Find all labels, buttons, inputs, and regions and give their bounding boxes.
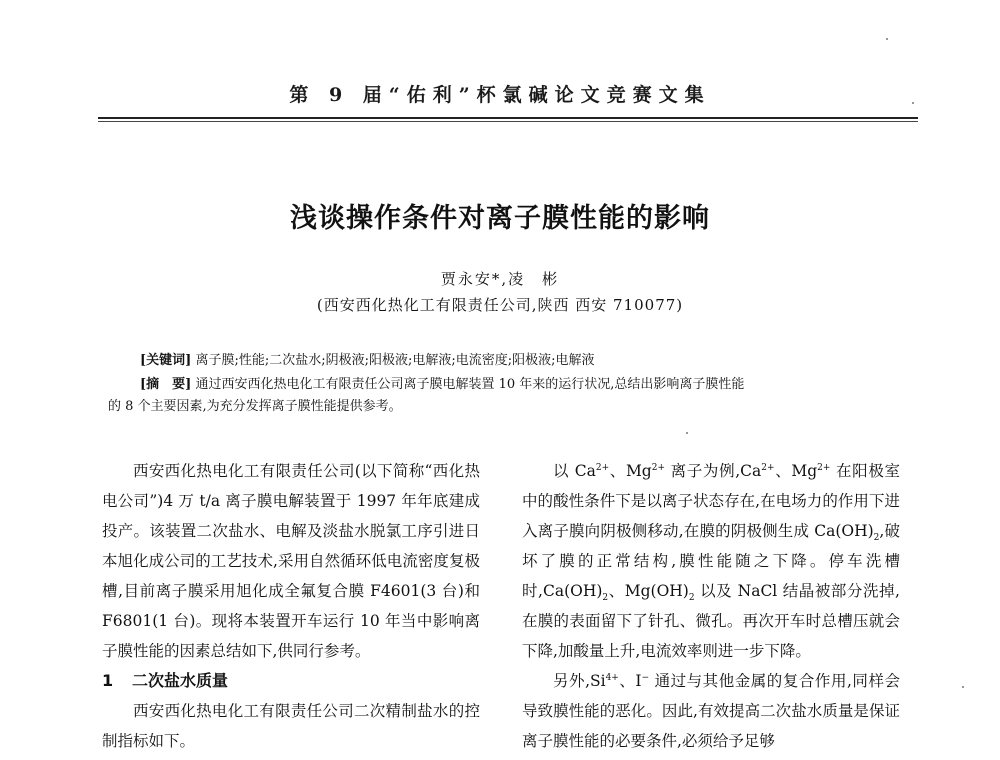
right-column (522, 456, 900, 756)
header-rule (98, 117, 918, 119)
section-1-heading (102, 666, 480, 696)
header-rule-thin (98, 121, 918, 122)
abstract-block (108, 374, 882, 418)
section-1-title: 二次盐水质量 (132, 671, 229, 690)
article-authors: 贾永安*,凌 彬 (440, 270, 560, 288)
scan-speck (962, 686, 964, 688)
intro-paragraph: 西安西化热电化工有限责任公司(以下简称“西化热电公司”)4 万 t/a 离子膜电解装置于 1997 年年底建成投产。该装置二次盐水、电解及淡盐水脱氯工序引进日本旭化成公司的工艺技术,采用自然循环低电流密度复极槽,目前离子膜采用旭化成全氟复合膜 F4601(3 台)和 F6801(1 台)。现将本装置开车运行 10 年当中影响离子膜性能的因素总结如下,供同行参考。 (102, 462, 480, 660)
article-affiliation: (西安西化热化工有限责任公司,陕西 西安 710077) (316, 296, 684, 314)
scan-speck (886, 38, 888, 40)
keywords-label: [关键词] (140, 353, 192, 368)
section-1-number: 1 (102, 671, 114, 690)
scan-speck (912, 102, 914, 104)
article-title: 浅谈操作条件对离子膜性能的影响 (290, 203, 710, 234)
scan-speck (686, 432, 688, 434)
left-column (102, 456, 480, 756)
abstract-text-line2: 的 8 个主要因素,为充分发挥离子膜性能提供参考。 (108, 399, 402, 414)
keywords-text: 离子膜;性能;二次盐水;阴极液;阳极液;电解液;电流密度;阳极液;电解液 (195, 353, 595, 368)
si-iodide-paragraph: 另外$,Si^{4+}$、I− 通过与其他金属的复合作用,同样会导致膜性能的恶化。因此,有效提高二次盐水质量是保证离子膜性能的必要条件,必须给予足够 (522, 672, 901, 750)
section-1-paragraph: 西安西化热电化工有限责任公司二次精制盐水的控制指标如下。 (102, 702, 480, 750)
running-header: 第 9 届“佑利”杯氯碱论文竞赛文集 (289, 84, 711, 106)
ion-paragraph: 以 $Ca^{2+}$、$Mg^{2+}$ 离子为例$,Ca^{2+}$、$Mg^{2+}$ 在阳极室中的酸性条件下是以离子状态存在,在电场力的作用下进入离子膜向阴极侧移动,在膜的阴极侧生成 $Ca(OH)_2$,破坏了膜的正常结构,膜性能随之下降。停车洗槽时$,Ca(OH)_2$、$Mg(OH)_2$ 以及 NaCl 结晶被部分洗掉,在膜的表面留下了针孔、微孔。再次开车时总槽压就会下降,加酸量上升,电流效率则进一步下降。 (522, 462, 900, 660)
abstract-label: [摘 要] (140, 377, 192, 392)
abstract-text-line1: 通过西安西化热电化工有限责任公司离子膜电解装置 10 年来的运行状况,总结出影响离子膜性能 (195, 377, 745, 392)
keywords-line (140, 350, 900, 372)
